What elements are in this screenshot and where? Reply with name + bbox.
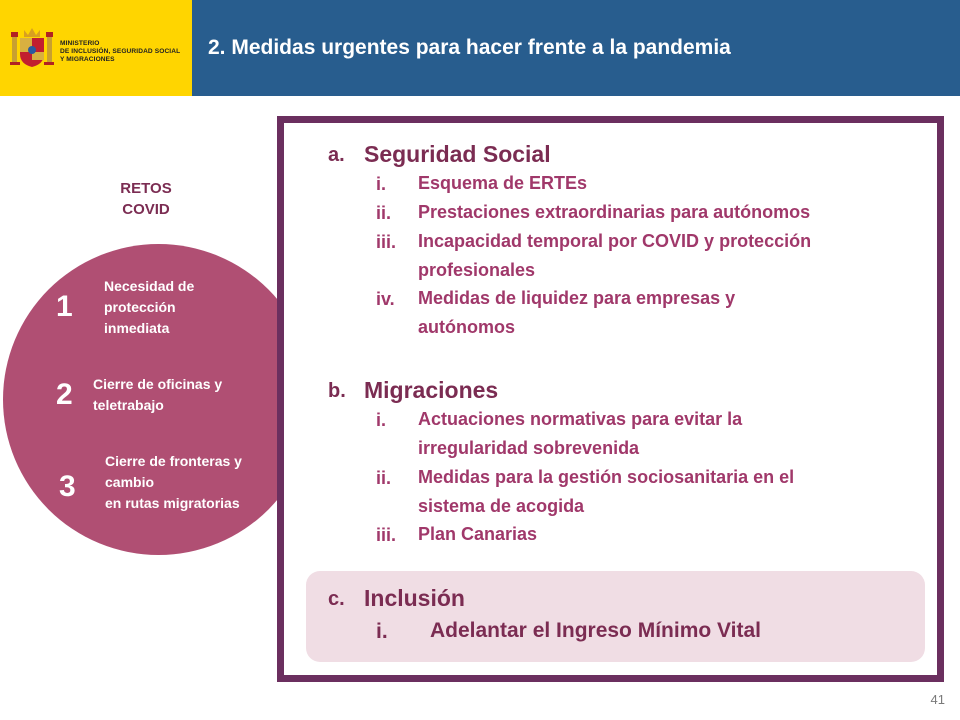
ministry-line: Y MIGRACIONES [60, 56, 115, 63]
reto-text: Necesidad de protección inmediata [104, 278, 195, 336]
reto-number: 3 [59, 470, 76, 503]
list-item: Adelantar el Ingreso Mínimo Vital [430, 619, 762, 642]
ministry-logo-panel [0, 0, 192, 96]
list-item: Incapacidad temporal por COVID y protección profesionales [418, 231, 812, 280]
item-number: iii. [376, 232, 397, 252]
reto-text: Cierre de fronteras y cambio en rutas migratorias [105, 453, 242, 511]
item-number: ii. [376, 468, 392, 488]
section-title-inclusion: Inclusión [364, 585, 465, 611]
item-number: iv. [376, 289, 395, 309]
section-letter: c. [328, 588, 345, 610]
ministry-line: DE INCLUSIÓN, SEGURIDAD SOCIAL [60, 48, 181, 55]
section-letter: b. [328, 380, 346, 402]
retos-heading-line: COVID [122, 201, 170, 218]
section-title-seguridad-social: Seguridad Social [364, 141, 551, 167]
list-item: Prestaciones extraordinarias para autónomos [418, 202, 811, 222]
reto-number: 2 [56, 378, 73, 411]
list-item: Actuaciones normativas para evitar la irregularidad sobrevenida [418, 409, 743, 458]
ministry-line: MINISTERIO [60, 40, 100, 47]
slide-title: 2. Medidas urgentes para hacer frente a la pandemia [208, 36, 731, 59]
list-item: Plan Canarias [418, 524, 538, 544]
ministry-name [60, 40, 180, 64]
coat-of-arms-icon [10, 26, 54, 70]
retos-heading-line: RETOS [120, 180, 172, 197]
item-number: i. [376, 174, 387, 194]
item-number: i. [376, 410, 387, 430]
header-bar [192, 0, 960, 96]
list-item: Medidas de liquidez para empresas y autónomos [418, 288, 736, 337]
page-number: 41 [930, 692, 945, 707]
reto-number: 1 [56, 290, 73, 323]
section-letter: a. [328, 144, 345, 166]
list-item: Medidas para la gestión sociosanitaria en el sistema de acogida [418, 467, 795, 516]
section-title-migraciones: Migraciones [364, 377, 499, 403]
item-number: i. [376, 620, 388, 643]
item-number: iii. [376, 525, 397, 545]
list-item: Esquema de ERTEs [418, 173, 588, 193]
item-number: ii. [376, 203, 392, 223]
reto-text: Cierre de oficinas y teletrabajo [93, 376, 223, 413]
retos-heading [100, 178, 192, 220]
